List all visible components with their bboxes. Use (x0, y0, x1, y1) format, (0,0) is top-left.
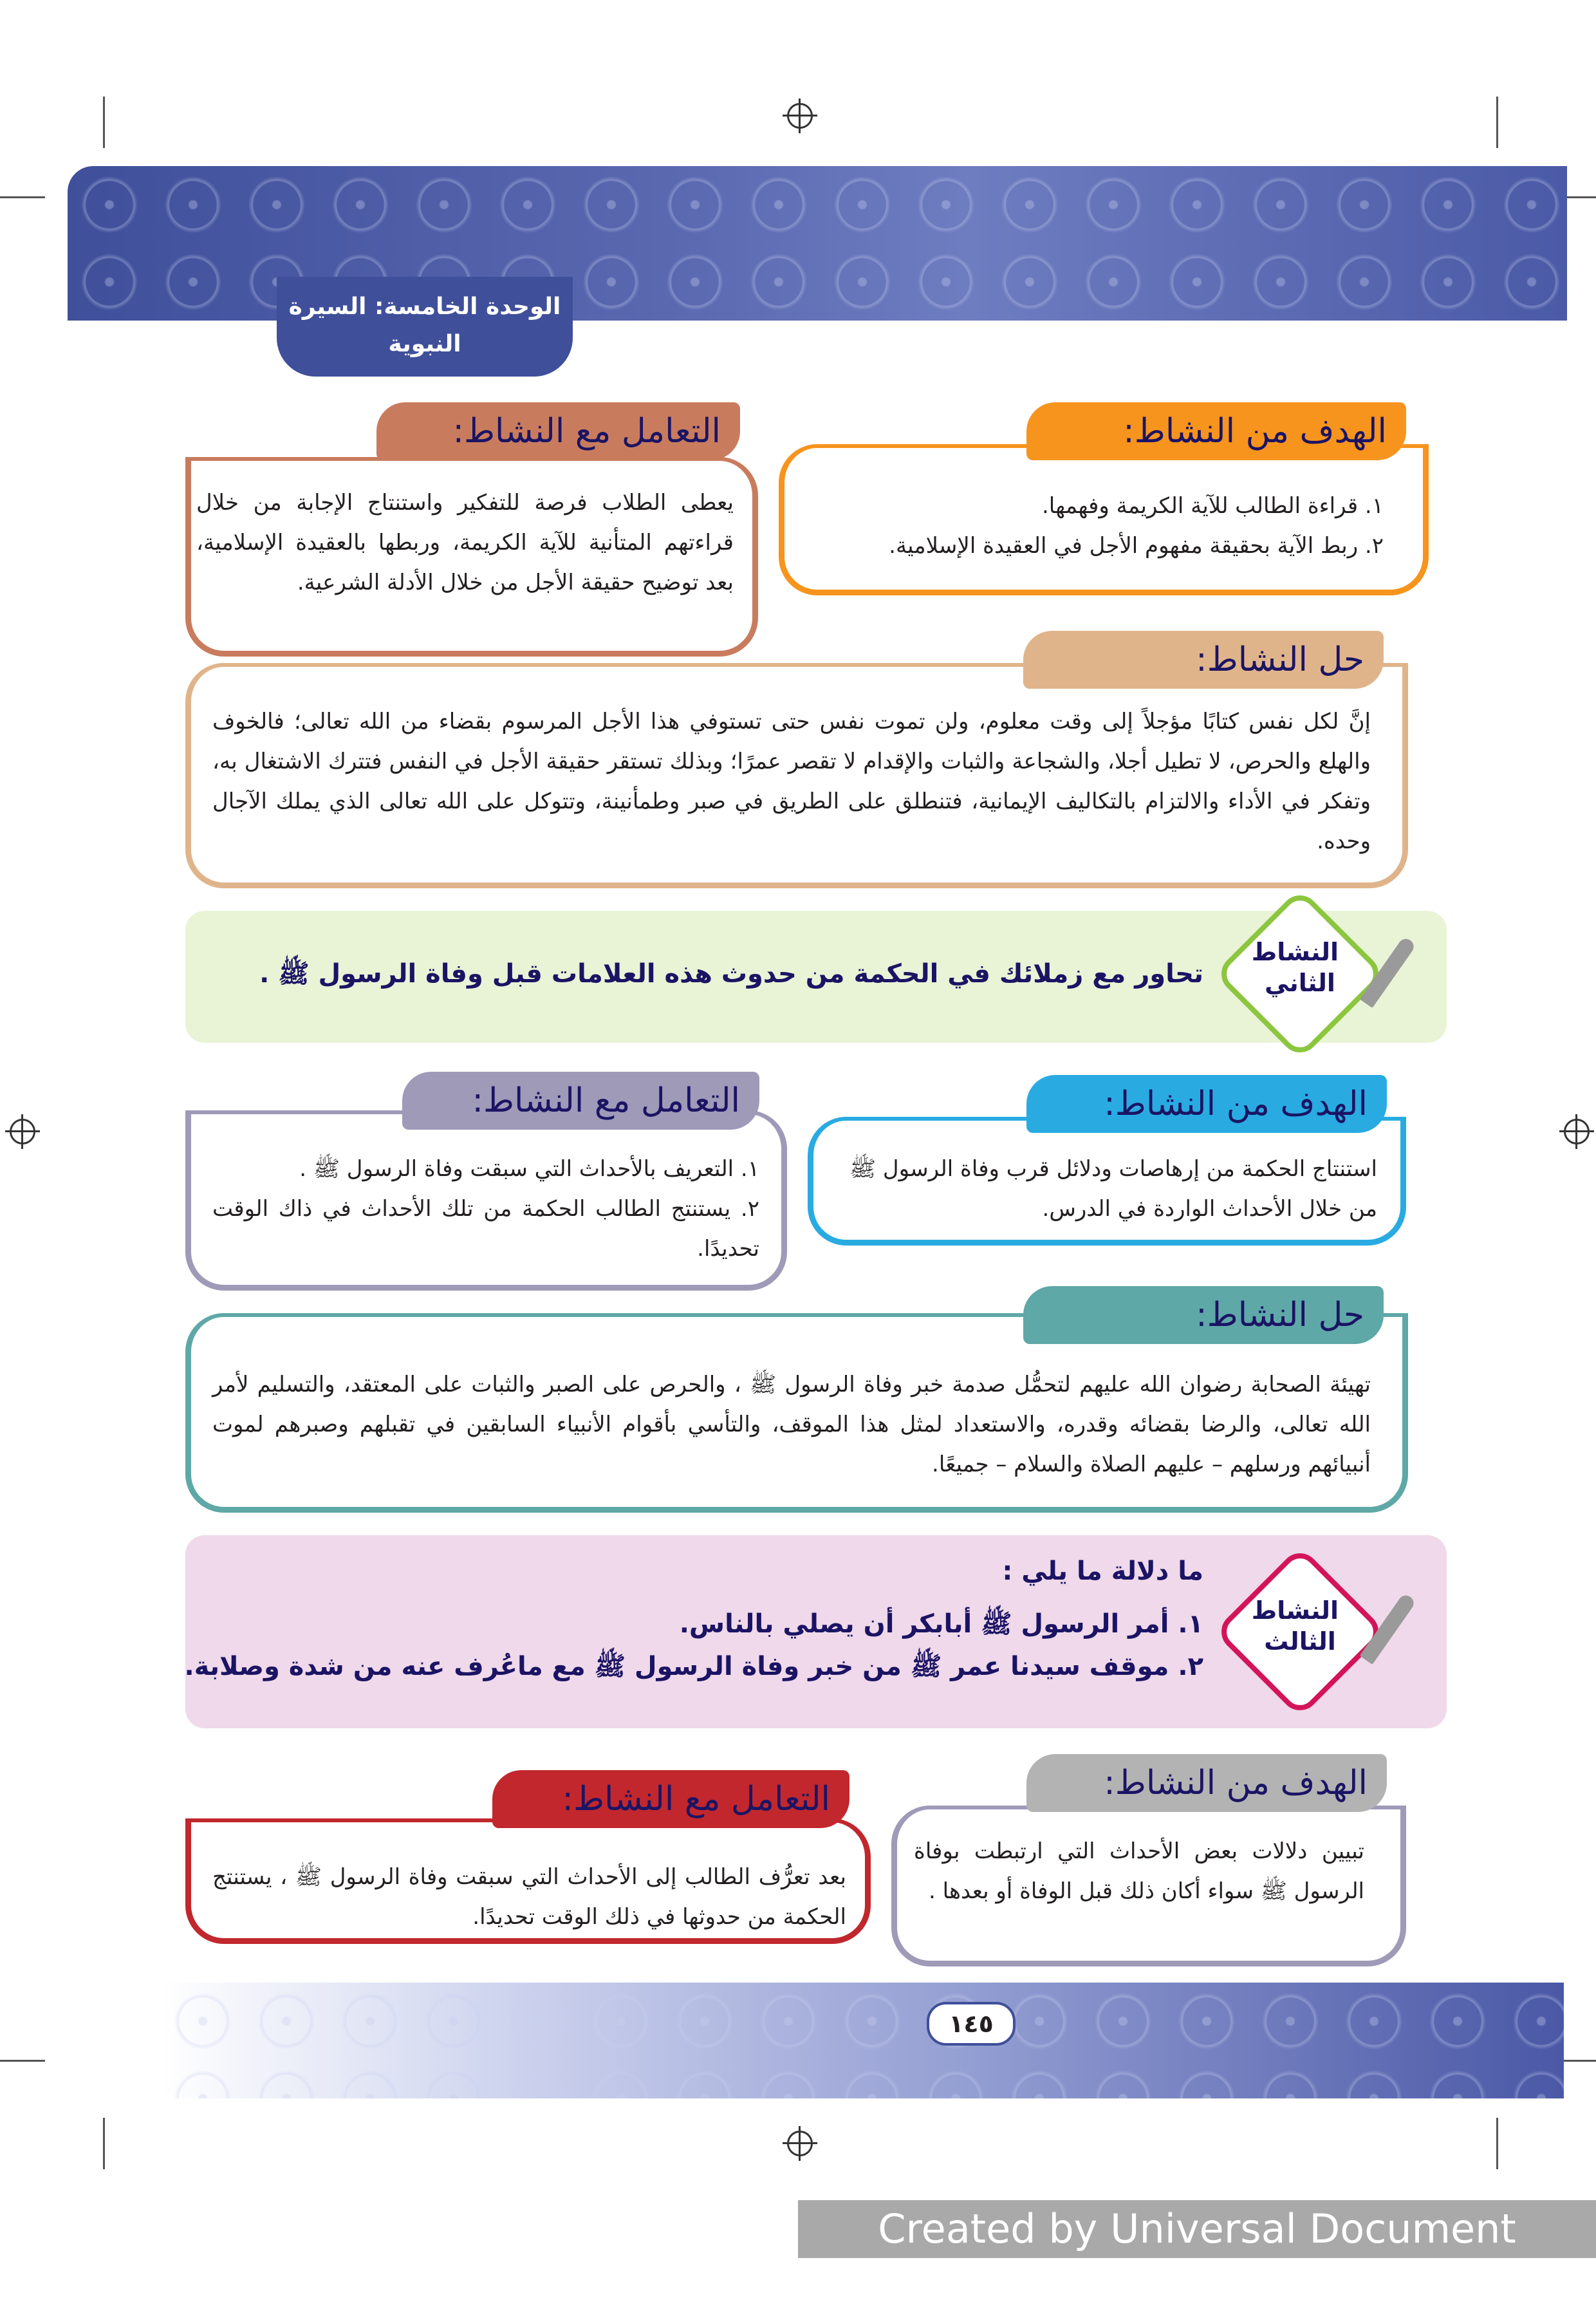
registration-mark (1564, 1119, 1590, 1144)
handling-item: ٢. يستنتج الطالب الحكمة من تلك الأحداث في ذاك الوقت تحديدًا. (212, 1196, 759, 1262)
handling-text-1: يعطى الطلاب فرصة للتفكير واستنتاج الإجابة من خلال قراءتهم المتأنية للآية الكريمة، وربطها بالعقيدة الإسلامية، بعد توضيح حقيقة الأجل من خلال الأدلة الشرعية. (196, 490, 734, 595)
goal-item: ١. قراءة الطالب للآية الكريمة وفهمها. (1041, 493, 1384, 519)
solution-text-2: تهيئة الصحابة رضوان الله عليهم لتحمُّل صدمة خبر وفاة الرسول ﷺ ، والحرص على الصبر والثبات على المعتقد، والتسليم لأمر الله تعالى، والرضا بقضائه وقدره، والاستعداد لمثل هذا الموقف، والتأسي بأقوام الأنبياء السابقين في تقبلهم وصبرهم لموت أنبيائهم ورسلهم – عليهم الصلاة والسلام – جميعًا. (212, 1372, 1371, 1477)
goal-title-3: الهدف من النشاط: (1026, 1754, 1387, 1812)
handling-title-2: التعامل مع النشاط: (402, 1072, 759, 1130)
registration-mark (787, 103, 813, 129)
activity-3-badge-text: النشاط الثالث (1251, 1596, 1339, 1656)
handling-title-1: التعامل مع النشاط: (376, 402, 740, 460)
handling-item: ١. التعريف بالأحداث التي سبقت وفاة الرسول ﷺ . (299, 1156, 759, 1182)
solution-text-1: إنَّ لكل نفس كتابًا مؤجلاً إلى وقت معلوم، ولن تموت نفس حتى تستوفي هذا الأجل المرسوم بقضاء من الله تعالى؛ فالخوف والهلع والحرص، لا تطيل أجلا، والشجاعة والثبات والإقدام لا تقصر عمرًا؛ وبذلك تستقر حقيقة الأجل في النفس فتترك الاشتغال به، وتفكر في الأداء والالتزام بالتكاليف الإيمانية، فتنطلق على الطريق في صبر وطمأنينة، وتتوكل على الله تعالى الذي يملك الآجال وحده. (212, 709, 1371, 854)
solution-title-1: حل النشاط: (1023, 631, 1384, 689)
unit-title-line-2: النبوية (388, 331, 461, 357)
converter-watermark: Created by Universal Document Converter (798, 2200, 1596, 2258)
handling-list-2 (212, 1149, 759, 1269)
crop-mark (103, 2118, 105, 2169)
handling-text-3: بعد تعرُّف الطالب إلى الأحداث التي سبقت وفاة الرسول ﷺ ، يستنتج الحكمة من حدوثها في ذلك الوقت تحديدًا. (212, 1864, 846, 1930)
activity-2-prompt: تحاور مع زملائك في الحكمة من حدوث هذه العلامات قبل وفاة الرسول ﷺ . (259, 959, 1203, 989)
activity-2-badge-text: النشاط الثاني (1251, 938, 1339, 997)
goal-title-1: الهدف من النشاط: (1026, 402, 1406, 460)
page-number: ١٤٥ (927, 2002, 1016, 2046)
footer-band (161, 1983, 1564, 2098)
crop-mark (1496, 97, 1498, 148)
unit-title-line-1: الوحدة الخامسة: السيرة (288, 294, 561, 320)
crop-mark (0, 196, 45, 198)
activity-3-list (184, 1603, 1203, 1688)
goal-text-3: تبيين دلالات بعض الأحداث التي ارتبطت بوفاة الرسول ﷺ سواء أكان ذلك قبل الوفاة أو بعدها . (914, 1838, 1364, 1904)
crop-mark (1496, 2118, 1498, 2169)
goal-list-1 (792, 486, 1384, 566)
registration-mark (10, 1119, 35, 1144)
unit-title-tab (277, 277, 573, 377)
solution-title-2: حل النشاط: (1023, 1286, 1384, 1344)
crop-mark (103, 97, 105, 148)
registration-mark (787, 2131, 813, 2156)
activity-3-item: ٢. موقف سيدنا عمر ﷺ من خبر وفاة الرسول ﷺ مع ماعُرف عنه من شدة وصلابة. (184, 1652, 1203, 1681)
activity-3-item: ١. أمر الرسول ﷺ أبابكر أن يصلي بالناس. (679, 1609, 1203, 1639)
activity-3-intro: ما دلالة ما يلي : (1002, 1556, 1203, 1586)
goal-item: ٢. ربط الآية بحقيقة مفهوم الأجل في العقيدة الإسلامية. (889, 533, 1384, 559)
handling-title-3: التعامل مع النشاط: (492, 1770, 849, 1828)
goal-title-2: الهدف من النشاط: (1026, 1075, 1387, 1133)
goal-text-2: استنتاج الحكمة من إرهاصات ودلائل قرب وفاة الرسول ﷺ من خلال الأحداث الواردة في الدرس. (849, 1156, 1377, 1222)
crop-mark (0, 2060, 45, 2062)
